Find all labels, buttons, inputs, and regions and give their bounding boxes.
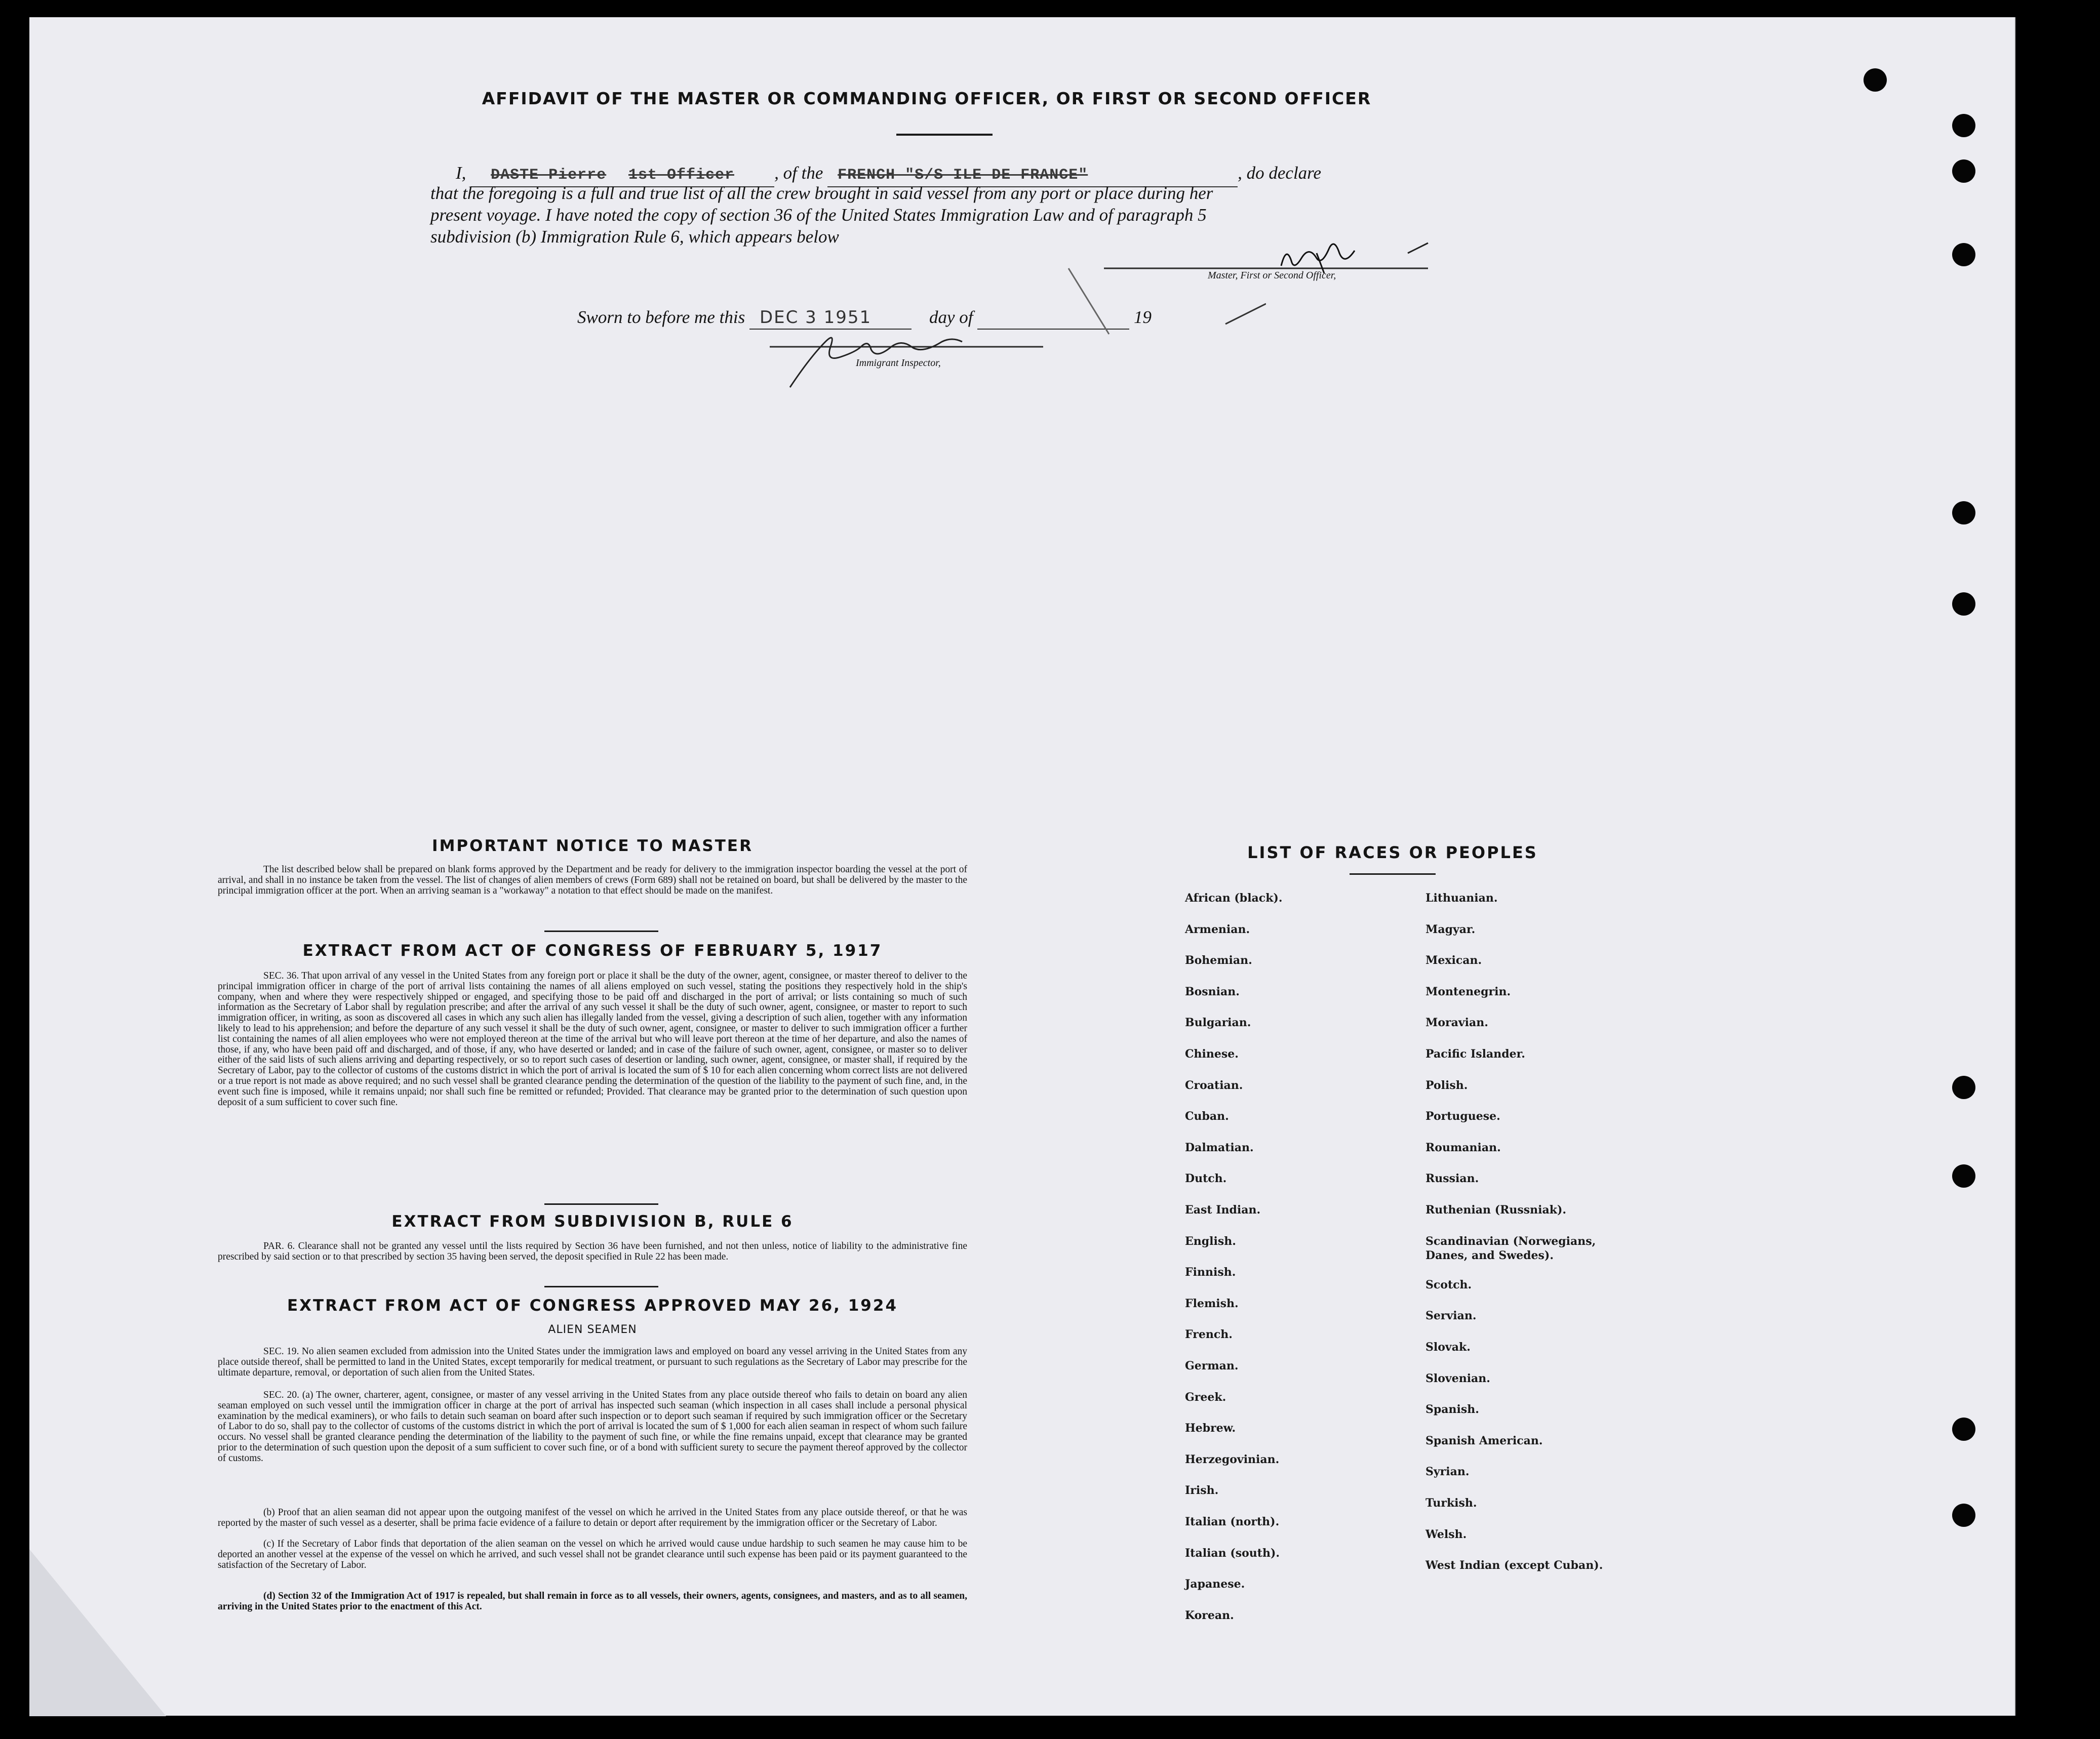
intro-i: I, <box>456 163 466 183</box>
race-item: East Indian. <box>1185 1203 1261 1217</box>
extract-1917-title: EXTRACT FROM ACT OF CONGRESS OF FEBRUARY 5, 1917 <box>302 942 883 960</box>
race-item: Italian (south). <box>1185 1547 1280 1560</box>
rule6-divider <box>544 1286 658 1287</box>
sec20a-body: SEC. 20. (a) The owner, charterer, agent, consignee, or master of any vessel arriving in the United States from any place outside thereof who fails to detain on board any alien seaman employed on such vessel until the immigration officer in charge at the port of arrival has inspected such seaman (which inspection in all cases shall include a personal physical examination by the medical examiners), or who fails to detain such seaman on board after such inspection or to deport such seaman if required by such immigration officer or the Secretary of Labor to do so, shall pay to the collector of customs of the customs district in which the port of arrival is located the sum of $ 1,000 for each alien seaman in respect of whom such failure occurs. No vessel shall be granted clearance pending the determination of the liability to the payment of such fine, or while the fine remains unpaid, except that clearance may be granted prior to the determination of such question upon the deposit of a sum sufficient to cover such fine, or of a bond with sufficient surety to secure the payment thereof approved by the collector of customs. <box>218 1390 967 1464</box>
of-the-text: , of the <box>774 163 823 183</box>
affidavit-title: AFFIDAVIT OF THE MASTER OR COMMANDING OFFICER, OR FIRST OR SECOND OFFICER <box>482 89 1372 108</box>
race-item: Korean. <box>1185 1609 1234 1622</box>
title-divider <box>896 134 993 136</box>
notice-title: IMPORTANT NOTICE TO MASTER <box>432 837 753 855</box>
race-item: Slovak. <box>1425 1341 1471 1354</box>
punch-hole <box>1952 1164 1975 1188</box>
folded-page-corner <box>29 1549 166 1716</box>
race-item: French. <box>1185 1328 1233 1341</box>
punch-hole <box>1952 1076 1975 1099</box>
races-divider <box>1350 873 1436 875</box>
rule6-title: EXTRACT FROM SUBDIVISION B, RULE 6 <box>391 1212 794 1231</box>
race-item: West Indian (except Cuban). <box>1425 1559 1603 1572</box>
date-stamp: DEC 3 1951 <box>759 307 872 328</box>
sec19-body: SEC. 19. No alien seamen excluded from admission into the United States under the immigration laws and employed on board any vessel arriving in the United States from any place outside thereof, shall be permitted to land in the United States, except temporarily for medical treatment, or pursuant to such regulations as the Secretary of Labor may prescribe for the ultimate departure, removal, or deportation of such alien from the United States. <box>218 1346 967 1378</box>
race-item: Montenegrin. <box>1425 985 1511 998</box>
punch-hole <box>1952 501 1975 524</box>
punch-hole <box>1952 114 1975 137</box>
race-item: Portuguese. <box>1425 1110 1500 1123</box>
sworn-line-marks <box>1053 263 1266 344</box>
punch-hole <box>1952 243 1975 266</box>
race-item: English. <box>1185 1235 1236 1248</box>
race-item: Lithuanian. <box>1425 892 1498 905</box>
rule6-body: PAR. 6. Clearance shall not be granted any vessel until the lists required by Section 36 have been furnished, and not then unless, notice of liability to the administrative fine prescribed by said section or to that prescribed by section 35 having been served, the deposit specified in Rule 22 has been made. <box>218 1241 967 1262</box>
vessel-name: FRENCH "S/S ILE DE FRANCE" <box>838 167 1088 184</box>
extract-1924-subtitle: ALIEN SEAMEN <box>548 1323 637 1336</box>
inspector-caption: Immigrant Inspector, <box>856 357 941 369</box>
punch-hole <box>1952 1504 1975 1527</box>
affidavit-line-3: present voyage. I have noted the copy of section 36 of the United States Immigration Law and of paragraph 5 <box>430 205 1207 225</box>
race-item: Ruthenian (Russniak). <box>1425 1203 1567 1217</box>
race-item: Finnish. <box>1185 1266 1236 1279</box>
notice-divider <box>544 931 658 932</box>
punch-hole <box>1952 1418 1975 1441</box>
sworn-prefix: Sworn to before me this <box>577 307 745 327</box>
punch-hole <box>1952 592 1975 616</box>
race-item: Magyar. <box>1425 923 1476 936</box>
officer-rank: 1st Officer <box>628 167 734 184</box>
notice-body: The list described below shall be prepared on blank forms approved by the Department and be ready for delivery to the immigration inspector boarding the vessel at the port of arrival, and shall in no instance be taken from the vessel. The list of changes of alien members of crews (Form 689) shall not be retained on board, but shall be delivered by the master to the principal immigration officer at the port. When an arriving seaman is a "workaway" a notation to that effect should be made on the manifest. <box>218 864 967 896</box>
race-item: Polish. <box>1425 1079 1468 1092</box>
race-item: Italian (north). <box>1185 1515 1280 1528</box>
race-item: Armenian. <box>1185 923 1250 936</box>
race-item: Greek. <box>1185 1391 1226 1404</box>
race-item: Pacific Islander. <box>1425 1047 1525 1061</box>
extract-1917-body: SEC. 36. That upon arrival of any vessel in the United States from any foreign port or place it shall be the duty of the owner, agent, consignee, or master thereof to deliver to the principal immigration officer in charge of the port of arrival lists containing the names of all aliens employed on such vessel, stating the positions they respectively hold in the ship's company, when and where they were respectively shipped or engaged, and specifying those to be paid off and discharged in the port of arrival; or lists containing so much of such information as the Secretary of Labor shall by regulation prescribe; and after the arrival of any such vessel it shall be the duty of such owner, agent, consignee, or master to report to such immigration officer, in writing, as soon as discovered all cases in which any such alien has illegally landed from the vessel, giving a description of such alien, together with any information likely to lead to his apprehension; and before the departure of any such vessel it shall be the duty of such owner, agent, consignee, or master to deliver to such immigration officer a further list containing the names of all alien employees who were not employed thereon at the time of the arrival but who will leave port thereon at the time of her departure, and also the names of those, if any, who have been paid off and discharged, and of those, if any, who have deserted or landed; and in case of the failure of such owner, agent, consignee, or master so to deliver either of the said lists of such aliens arriving and departing respectively, or so to report such cases of desertion or landing, such owner, agent, consignee, or master shall, if required by the Secretary of Labor, pay to the collector of customs of the customs district in which the port of arrival is located the sum of $ 10 for each alien concerning whom correct lists are not delivered or a true report is not made as above required; and no such vessel shall be granted clearance pending the determination of the question of the liability to the payment of such fine, and, in the event such fine is imposed, while it remains unpaid; nor shall such fine be remitted or refunded; Provided. That clearance may be granted prior to the determination of such question upon deposit of a sum sufficient to cover such fine. <box>218 970 967 1108</box>
race-item: German. <box>1185 1359 1239 1372</box>
race-item: Hebrew. <box>1185 1422 1236 1435</box>
race-item: Flemish. <box>1185 1297 1239 1310</box>
punch-hole <box>1864 68 1887 92</box>
do-declare-text: , do declare <box>1238 163 1322 183</box>
affidavit-line-2: that the foregoing is a full and true list of all the crew brought in said vessel from any port or place during her <box>430 183 1213 203</box>
extract-1924-title: EXTRACT FROM ACT OF CONGRESS APPROVED MAY 26, 1924 <box>287 1297 898 1315</box>
race-item: Scotch. <box>1425 1278 1472 1291</box>
race-item: Bohemian. <box>1185 954 1252 967</box>
race-item: Chinese. <box>1185 1047 1239 1061</box>
inspector-signature <box>770 324 1053 390</box>
race-item: Syrian. <box>1425 1465 1470 1478</box>
race-item: Dutch. <box>1185 1172 1227 1185</box>
race-item: Spanish. <box>1425 1403 1479 1416</box>
race-item: Japanese. <box>1185 1578 1245 1591</box>
race-item: Irish. <box>1185 1484 1219 1497</box>
race-item: Servian. <box>1425 1309 1477 1322</box>
year-prefix: 19 <box>1133 307 1152 327</box>
affidavit-line-4: subdivision (b) Immigration Rule 6, which appears below <box>430 227 839 247</box>
races-title: LIST OF RACES OR PEOPLES <box>1247 843 1538 862</box>
race-item: Scandinavian (Norwegians, Danes, and Swedes). <box>1425 1235 1596 1262</box>
race-item: Slovenian. <box>1425 1372 1490 1385</box>
day-of-text: day of <box>929 307 973 327</box>
race-item: Dalmatian. <box>1185 1141 1254 1154</box>
race-item: Mexican. <box>1425 954 1482 967</box>
race-item: Herzegovinian. <box>1185 1453 1280 1466</box>
sec20d-body: (d) Section 32 of the Immigration Act of 1917 is repealed, but shall remain in force as to all vessels, their owners, agents, consignees, and masters, and as to all seamen, arriving in the United States prior to the enactment of this Act. <box>218 1591 967 1612</box>
race-item: Turkish. <box>1425 1497 1477 1510</box>
race-item: Cuban. <box>1185 1110 1229 1123</box>
extract-1917-divider <box>544 1203 658 1205</box>
race-item: Roumanian. <box>1425 1141 1501 1154</box>
sec20b-body: (b) Proof that an alien seaman did not appear upon the outgoing manifest of the vessel on which he arrived in the United States from any place outside thereof, or that he was reported by the master of such vessel as a deserter, shall be prima facie evidence of a failure to detain or deport after requirement by the immigration officer or the Secretary of Labor. <box>218 1507 967 1528</box>
race-item: Croatian. <box>1185 1079 1243 1092</box>
race-item: Spanish American. <box>1425 1434 1543 1447</box>
race-item: Welsh. <box>1425 1528 1467 1541</box>
signature-caption: Master, First or Second Officer, <box>1208 270 1336 281</box>
race-item: Bulgarian. <box>1185 1016 1251 1029</box>
punch-hole <box>1952 159 1975 183</box>
race-item: African (black). <box>1185 892 1283 905</box>
sec20c-body: (c) If the Secretary of Labor finds that deportation of the alien seaman on the vessel on which he arrived would cause undue hardship to such seamen he may cause him to be deported an another vessel at the expense of the vessel on which he arrived, and such vessel shall not be grandet clearance until such expense has been paid or its payment guaranteed to the satisfaction of the Secretary of Labor. <box>218 1539 967 1570</box>
race-item: Moravian. <box>1425 1016 1488 1029</box>
race-item: Bosnian. <box>1185 985 1240 998</box>
race-item: Russian. <box>1425 1172 1479 1185</box>
officer-name: DASTE Pierre <box>491 167 607 184</box>
